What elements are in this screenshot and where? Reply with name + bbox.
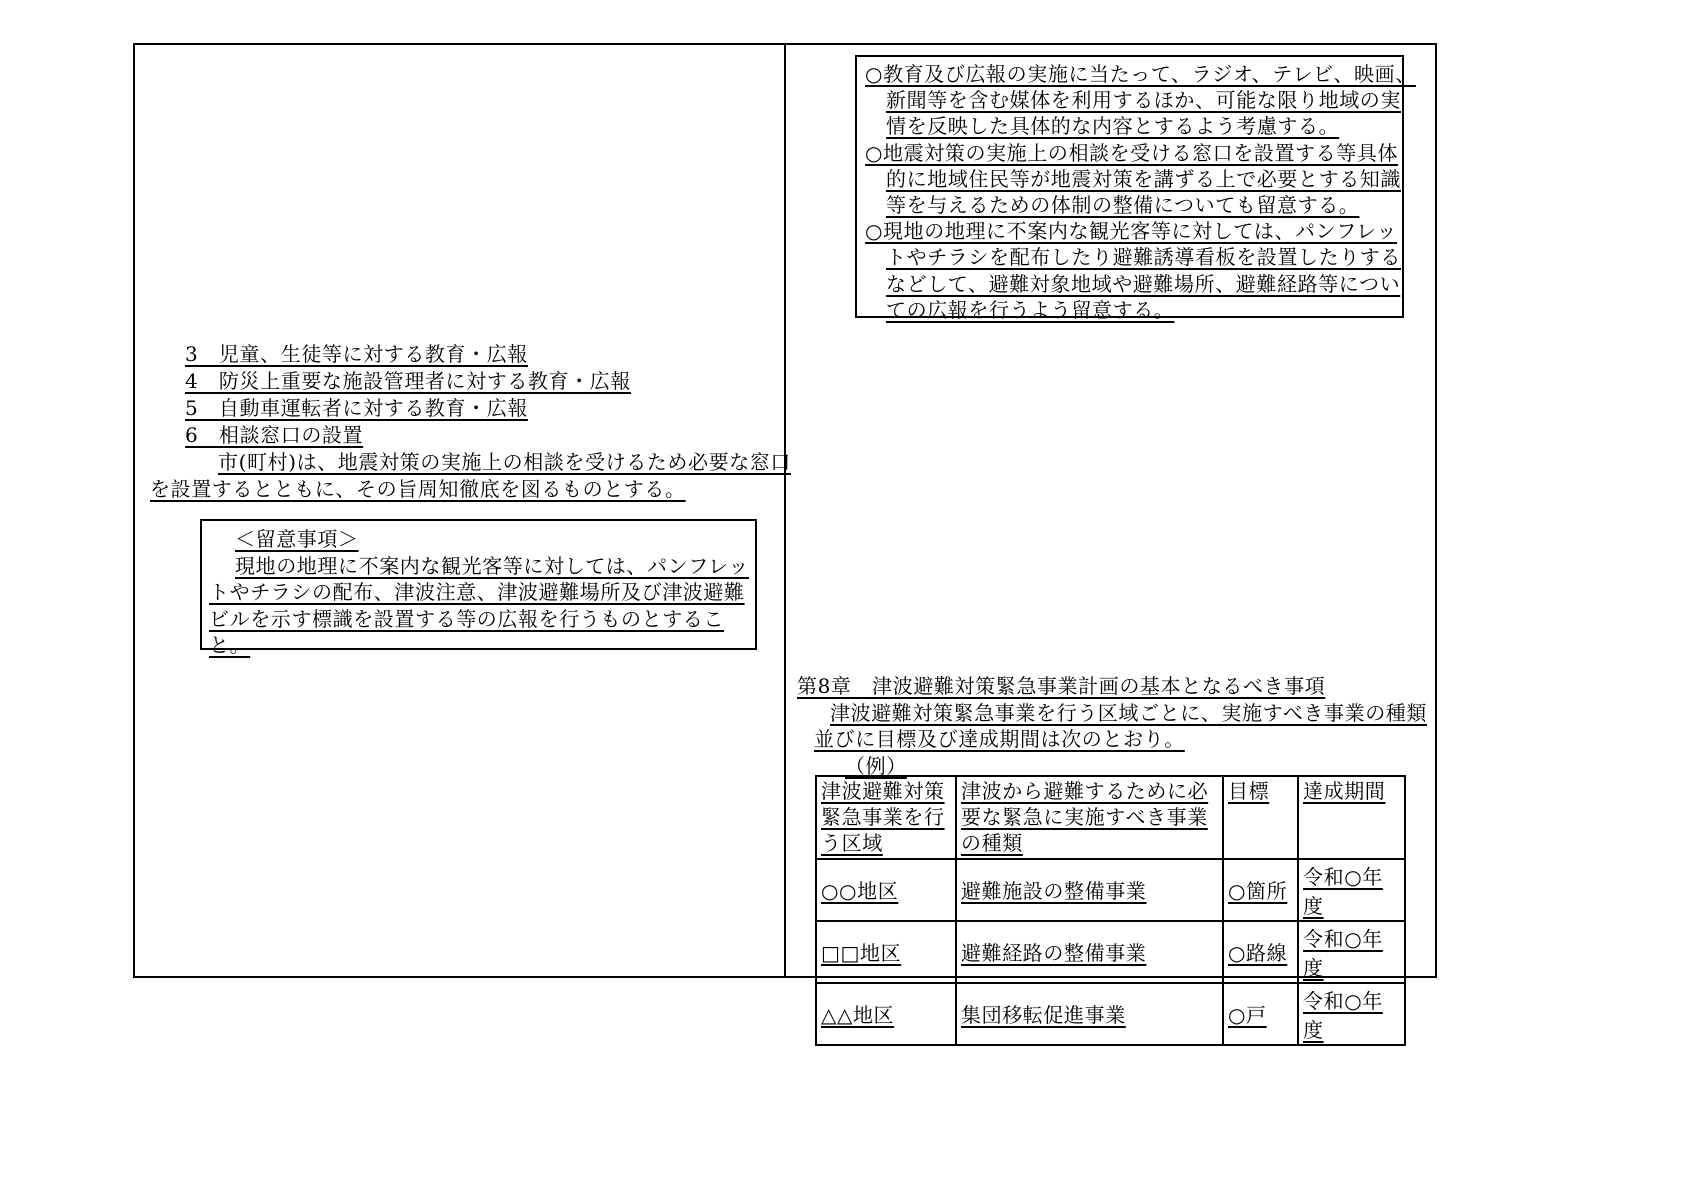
left-column-content	[150, 341, 791, 503]
table-cell: 令和○年度	[1298, 983, 1405, 1045]
table-cell: △△地区	[816, 983, 956, 1045]
note-line: トやチラシの配布、津波注意、津波避難場所及び津波避難	[209, 580, 745, 605]
header-projects: 津波から避難するために必要な緊急に実施すべき事業の種類	[956, 776, 1223, 859]
notice-line: 的に地域住民等が地震対策を講ずる上で必要とする知識	[886, 166, 1401, 191]
table-cell: 避難施設の整備事業	[956, 859, 1223, 921]
header-period: 達成期間	[1298, 776, 1405, 859]
paragraph-line: 市(町村)は、地震対策の実施上の相談を受けるため必要な窓口	[218, 450, 792, 474]
list-item-4: 4 防災上重要な施設管理者に対する教育・広報	[185, 369, 631, 393]
table-cell: ○箇所	[1223, 859, 1298, 921]
table-cell: 令和○年度	[1298, 921, 1405, 983]
note-line: ビルを示す標識を設置する等の広報を行うものとするこ	[209, 606, 724, 631]
chapter-heading: 第8章 津波避難対策緊急事業計画の基本となるべき事項	[797, 674, 1326, 698]
chapter-intro-line: 並びに目標及び達成期間は次のとおり。	[814, 727, 1185, 751]
note-title: ＜留意事項＞	[235, 527, 359, 551]
table-cell: ○戸	[1223, 983, 1298, 1045]
column-divider	[784, 45, 786, 976]
header-target: 目標	[1223, 776, 1298, 859]
list-item-6: 6 相談窓口の設置	[185, 423, 364, 447]
list-item-5: 5 自動車運転者に対する教育・広報	[185, 396, 528, 420]
table-row	[816, 983, 1405, 1045]
note-line: と。	[209, 633, 251, 658]
emergency-project-table	[815, 775, 1406, 1046]
notice-line: 等を与えるための体制の整備についても留意する。	[886, 193, 1360, 218]
notice-line: トやチラシを配布したり避難誘導看板を設置したりする	[886, 245, 1401, 270]
chapter8-block	[797, 673, 1427, 779]
example-label: （例）	[845, 753, 907, 778]
table-cell: ○○地区	[816, 859, 956, 921]
notice-line: などして、避難対象地域や避難場所、避難経路等につい	[886, 271, 1401, 296]
notice-line: ○教育及び広報の実施に当たって、ラジオ、テレビ、映画、	[865, 62, 1416, 86]
header-area: 津波避難対策緊急事業を行う区域	[816, 776, 956, 859]
table-header-row	[816, 776, 1405, 859]
notice-line: 新聞等を含む媒体を利用するほか、可能な限り地域の実	[886, 88, 1401, 113]
table-cell: 集団移転促進事業	[956, 983, 1223, 1045]
attention-note-box	[200, 519, 757, 658]
table-cell: 避難経路の整備事業	[956, 921, 1223, 983]
notice-line: 情を反映した具体的な内容とするよう考慮する。	[886, 114, 1340, 139]
list-item-3: 3 児童、生徒等に対する教育・広報	[185, 342, 528, 366]
chapter-intro-line: 津波避難対策緊急事業を行う区域ごとに、実施すべき事業の種類	[830, 700, 1427, 725]
table-cell: 令和○年度	[1298, 859, 1405, 921]
notice-line: ての広報を行うよう留意する。	[886, 297, 1175, 322]
notice-line: ○地震対策の実施上の相談を受ける窓口を設置する等具体	[865, 140, 1399, 165]
notice-line: ○現地の地理に不案内な観光客等に対しては、パンフレッ	[865, 219, 1398, 244]
paragraph-line: を設置するとともに、その旨周知徹底を図るものとする。	[150, 477, 686, 501]
note-line: 現地の地理に不案内な観光客等に対しては、パンフレッ	[235, 553, 749, 578]
table-row	[816, 921, 1405, 983]
table-row	[816, 859, 1405, 921]
table-cell: □□地区	[816, 921, 956, 983]
table-cell: ○路線	[1223, 921, 1298, 983]
education-notice-box	[855, 55, 1416, 322]
